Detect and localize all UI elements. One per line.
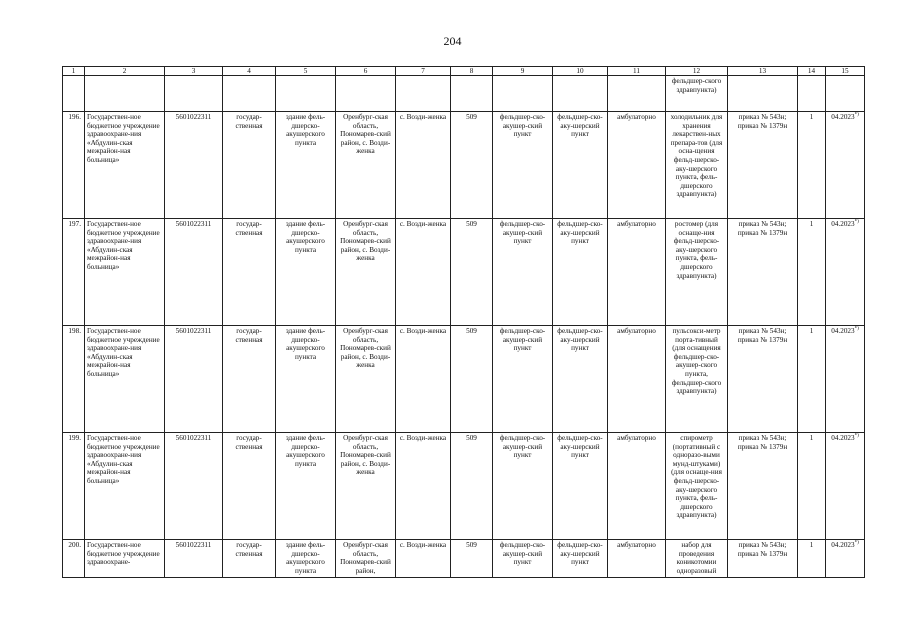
date-cell [826,326,865,433]
building-cell: здание фель-дшерско-акушерского пункта [276,219,336,326]
date-value: 04.2023 [831,113,855,121]
address-cell: Оренбург-ская область, Пономарев-ский район, с. Возди-женка [336,326,396,433]
settlement-cell: с. Возди-женка [396,112,451,219]
equipment-cell: ростомер (для оснаще-ния фельд-шерско-аку-шерского пункта, фель-дшерского здравпункта) [666,219,728,326]
date-cell [826,433,865,540]
care-type-cell: амбулаторно [608,112,666,219]
date-cell [826,540,865,578]
order-cell: приказ № 543н; приказ № 1379н [728,219,798,326]
row-number-cell: 196. [63,112,85,219]
unit-cell: фельдшер-ско-акушер-ский пункт [493,326,553,433]
care-type-cell: амбулаторно [608,326,666,433]
column-header: 5 [276,67,336,76]
address-cell: Оренбург-ская область, Пономарев-ский район, с. Возди-женка [336,112,396,219]
organization-cell: Государствен-ное бюджетное учреждение здравоохране- [85,540,165,578]
column-header: 6 [336,67,396,76]
equipment-cell: пульсокси-метр порта-тивный (для оснащения фельдшер-ско-акушер-ского пункта, фельдшер-ского здравпункта) [666,326,728,433]
organization-cell: Государствен-ное бюджетное учреждение здравоохране-ния «Абдулин-ская межрайон-ная больница» [85,112,165,219]
subunit-cell: фельдшер-ско-аку-шерский пункт [553,219,608,326]
date-value: 04.2023 [831,541,855,549]
subunit-cell: фельдшер-ско-аку-шерский пункт [553,112,608,219]
unit-cell: фельдшер-ско-акушер-ский пункт [493,540,553,578]
date-cell [826,112,865,219]
inn-cell: 5601022311 [165,112,223,219]
row-number-cell: 198. [63,326,85,433]
column-header: 11 [608,67,666,76]
table-row [63,540,865,578]
column-header: 9 [493,67,553,76]
continuation-row [63,76,865,112]
quantity-cell: 1 [798,112,826,219]
table-row [63,326,865,433]
column-header: 3 [165,67,223,76]
footnote-mark: *) [854,112,859,118]
care-type-cell: амбулаторно [608,540,666,578]
header-row [63,67,865,76]
table-row [63,219,865,326]
row-number-cell: 197. [63,219,85,326]
ownership-cell: государ-ственная [223,219,276,326]
unit-cell: фельдшер-ско-акушер-ский пункт [493,219,553,326]
subunit-cell: фельдшер-ско-аку-шерский пункт [553,433,608,540]
column-header: 12 [666,67,728,76]
care-type-cell: амбулаторно [608,433,666,540]
equipment-cell: набор для проведения коникотомии одноразовый [666,540,728,578]
quantity-cell: 1 [798,326,826,433]
code-cell: 509 [451,219,493,326]
care-type-cell: амбулаторно [608,219,666,326]
inn-cell: 5601022311 [165,326,223,433]
code-cell: 509 [451,326,493,433]
row-number-cell: 200. [63,540,85,578]
ownership-cell: государ-ственная [223,326,276,433]
building-cell: здание фель-дшерско-акушерского пункта [276,112,336,219]
footnote-mark: *) [854,433,859,439]
settlement-cell: с. Возди-женка [396,433,451,540]
order-cell: приказ № 543н; приказ № 1379н [728,112,798,219]
footnote-mark: *) [854,540,859,546]
unit-cell: фельдшер-ско-акушер-ский пункт [493,112,553,219]
equipment-cell: холодильник для хранения лекарствен-ных препара-тов (для осна-щения фельд-шерско-аку-шерского пункта, фель-дшерского здравпункта) [666,112,728,219]
continuation-cell: фельдшер-ского здравпункта) [666,76,728,112]
ownership-cell: государ-ственная [223,540,276,578]
column-header: 15 [826,67,865,76]
table-row [63,112,865,219]
building-cell: здание фель-дшерско-акушерского пункта [276,326,336,433]
quantity-cell: 1 [798,219,826,326]
date-cell [826,219,865,326]
column-header: 2 [85,67,165,76]
order-cell: приказ № 543н; приказ № 1379н [728,540,798,578]
organization-cell: Государствен-ное бюджетное учреждение здравоохране-ния «Абдулин-ская межрайон-ная больница» [85,433,165,540]
equipment-table [62,66,865,578]
address-cell: Оренбург-ская область, Пономарев-ский район, с. Возди-женка [336,219,396,326]
organization-cell: Государствен-ное бюджетное учреждение здравоохране-ния «Абдулин-ская межрайон-ная больница» [85,326,165,433]
row-number-cell: 199. [63,433,85,540]
column-header: 14 [798,67,826,76]
table-row [63,433,865,540]
footnote-mark: *) [854,219,859,225]
building-cell: здание фель-дшерско-акушерского пункта [276,433,336,540]
address-cell: Оренбург-ская область, Пономарев-ский район, [336,540,396,578]
building-cell: здание фель-дшерско-акушерского пункта [276,540,336,578]
column-header: 7 [396,67,451,76]
inn-cell: 5601022311 [165,433,223,540]
order-cell: приказ № 543н; приказ № 1379н [728,326,798,433]
subunit-cell: фельдшер-ско-аку-шерский пункт [553,540,608,578]
settlement-cell: с. Возди-женка [396,326,451,433]
column-header: 10 [553,67,608,76]
date-value: 04.2023 [831,220,855,228]
inn-cell: 5601022311 [165,219,223,326]
subunit-cell: фельдшер-ско-аку-шерский пункт [553,326,608,433]
quantity-cell: 1 [798,433,826,540]
footnote-mark: *) [854,326,859,332]
code-cell: 509 [451,112,493,219]
settlement-cell: с. Возди-женка [396,219,451,326]
ownership-cell: государ-ственная [223,112,276,219]
code-cell: 509 [451,433,493,540]
inn-cell: 5601022311 [165,540,223,578]
order-cell: приказ № 543н; приказ № 1379н [728,433,798,540]
date-value: 04.2023 [831,434,855,442]
organization-cell: Государствен-ное бюджетное учреждение здравоохране-ния «Абдулин-ская межрайон-ная больница» [85,219,165,326]
column-header: 8 [451,67,493,76]
column-header: 1 [63,67,85,76]
page-number: 204 [443,34,462,48]
settlement-cell: с. Возди-женка [396,540,451,578]
ownership-cell: государ-ственная [223,433,276,540]
date-value: 04.2023 [831,327,855,335]
equipment-cell: спирометр (портативный с одноразо-выми мунд-штуками) (для оснаще-ния фельд-шерско-аку-шерского пункта, фель-дшерского здравпункта) [666,433,728,540]
quantity-cell: 1 [798,540,826,578]
column-header: 13 [728,67,798,76]
unit-cell: фельдшер-ско-акушер-ский пункт [493,433,553,540]
code-cell: 509 [451,540,493,578]
column-header: 4 [223,67,276,76]
address-cell: Оренбург-ская область, Пономарев-ский район, с. Возди-женка [336,433,396,540]
